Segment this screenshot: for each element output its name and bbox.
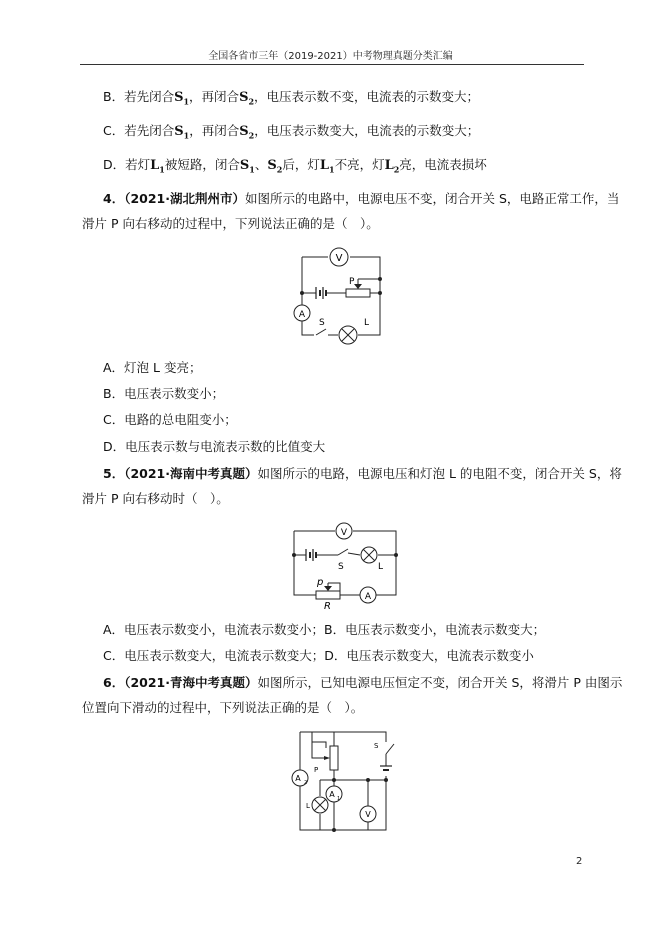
q4-circuit-diagram bbox=[290, 245, 400, 345]
q6-voltmeter bbox=[360, 806, 376, 822]
header-divider bbox=[80, 64, 584, 65]
q6-stem-line1: 6．（2021·青海中考真题）如图所示，已知电源电压恒定不变，闭合开关 S，将滑片 P 由图示 bbox=[103, 675, 623, 690]
svg-text:V: V bbox=[340, 528, 348, 538]
q5-circuit-diagram bbox=[286, 519, 406, 612]
q5-label-l: L bbox=[378, 562, 384, 572]
q5-option-cd: C．电压表示数变大，电流表示数变大；D．电压表示数变大，电流表示数变小 bbox=[103, 648, 534, 663]
q5-lamp bbox=[361, 547, 377, 563]
q4-option-d: D．电压表示数与电流表示数的比值变大 bbox=[103, 439, 326, 454]
q6-circuit-diagram bbox=[290, 728, 410, 838]
q5-label-p: p bbox=[317, 577, 324, 588]
q6-slider-arrow-icon bbox=[324, 756, 330, 760]
q6-stem-line2: 位置向下滑动的过程中，下列说法正确的是（ ）。 bbox=[82, 700, 364, 715]
q5-label-s: S bbox=[338, 562, 344, 572]
q4-option-c: C．电路的总电阻变小； bbox=[103, 412, 237, 427]
svg-text:2: 2 bbox=[304, 780, 308, 786]
q5-label-r: R bbox=[324, 601, 331, 612]
svg-text:A: A bbox=[329, 790, 335, 799]
q6-ammeter-a2 bbox=[292, 770, 308, 786]
q4-label-p: P bbox=[349, 277, 355, 287]
svg-text:1: 1 bbox=[337, 796, 341, 802]
q3-option-b: B．若先闭合$S_1$，再闭合$S_2$，电压表示数不变，电流表的示数变大； bbox=[103, 89, 480, 107]
svg-text:A: A bbox=[298, 310, 306, 320]
q4-stem-line2: 滑片 P 向右移动的过程中，下列说法正确的是（ ）。 bbox=[82, 216, 379, 231]
q4-label-s: S bbox=[319, 318, 325, 328]
q4-option-a: A．灯泡 L 变亮； bbox=[103, 360, 202, 375]
page-number: 2 bbox=[576, 856, 583, 867]
q5-stem-line2: 滑片 P 向右移动时（ ）。 bbox=[82, 491, 229, 506]
q4-voltmeter bbox=[330, 248, 348, 266]
q6-label-p: P bbox=[314, 766, 319, 774]
q4-option-b: B．电压表示数变小； bbox=[103, 386, 225, 401]
q4-stem-line1: 4．（2021·湖北荆州市）如图所示的电路中，电源电压不变，闭合开关 S，电路正常工作，当 bbox=[103, 191, 620, 206]
page-header: 全国各省市三年（2019-2021）中考物理真题分类汇编 bbox=[208, 51, 453, 62]
q4-ammeter bbox=[294, 305, 310, 321]
svg-text:V: V bbox=[365, 810, 371, 819]
q5-option-ab: A．电压表示数变小，电流表示数变小；B．电压表示数变小，电流表示数变大； bbox=[103, 622, 546, 637]
q6-label-s: S bbox=[374, 742, 379, 750]
q6-label-l: L bbox=[306, 802, 310, 810]
q3-option-c: C．若先闭合$S_1$，再闭合$S_2$，电压表示数变大，电流表的示数变大； bbox=[103, 123, 480, 141]
svg-text:A: A bbox=[295, 774, 301, 783]
q5-slider-arrow-icon bbox=[324, 586, 332, 591]
q5-voltmeter bbox=[336, 523, 352, 539]
q5-ammeter bbox=[360, 587, 376, 603]
q6-lamp bbox=[312, 797, 328, 813]
q4-slider-arrow-icon bbox=[354, 284, 362, 289]
q6-ammeter-a1 bbox=[326, 786, 342, 802]
q4-lamp bbox=[339, 326, 357, 344]
q4-label-l: L bbox=[364, 318, 370, 328]
svg-text:V: V bbox=[335, 253, 343, 264]
q5-stem-line1: 5．（2021·海南中考真题）如图所示的电路，电源电压和灯泡 L 的电阻不变，闭合开关 S，将 bbox=[103, 466, 622, 481]
svg-text:A: A bbox=[364, 592, 372, 602]
q3-option-d: D．若灯$L_1$被短路，闭合$S_1$、$S_2$后，灯$L_1$不亮，灯$L_2$亮，电流表损坏 bbox=[103, 157, 487, 175]
